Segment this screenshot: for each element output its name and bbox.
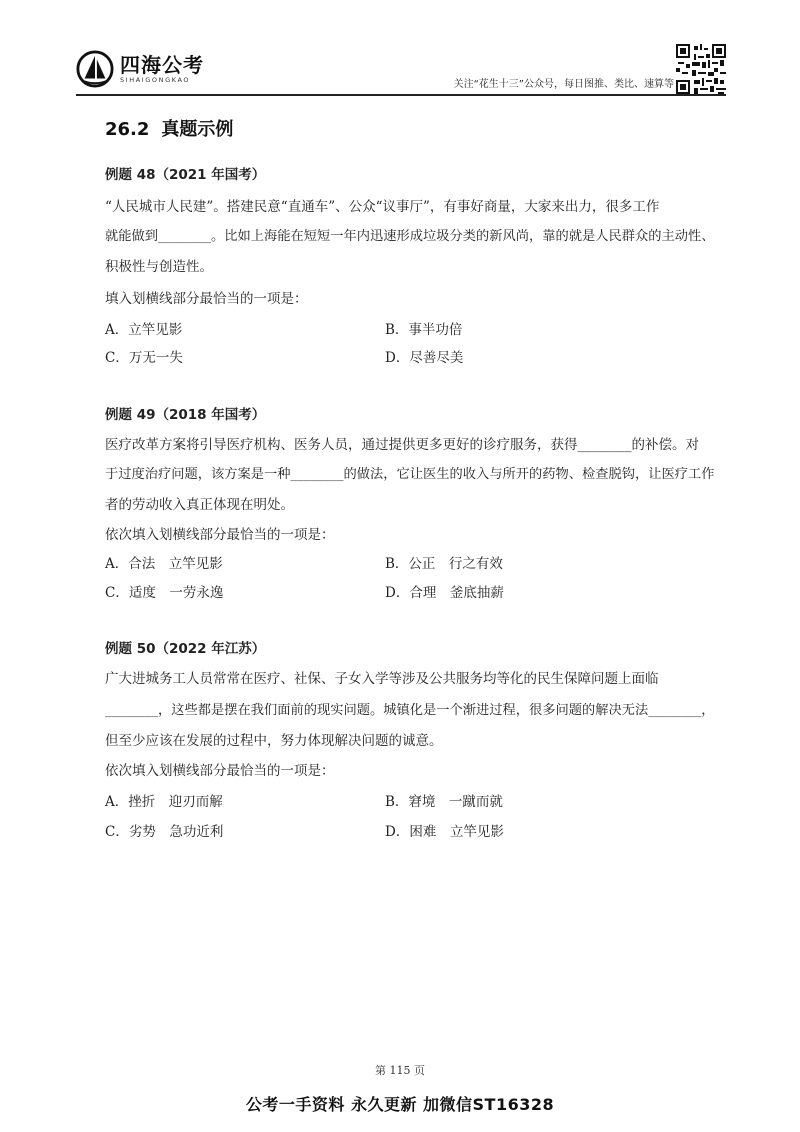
question-49-line-3: 者的劳动收入真正体现在明处。 — [105, 497, 294, 513]
question-49-line-1: 医疗改革方案将引导医疗机构、医务人员，通过提供更多更好的诊疗服务，获得________的补偿。对 — [105, 437, 699, 453]
question-50-option-b: B．窘境 一蹴而就 — [385, 794, 503, 810]
question-49-prompt: 依次填入划横线部分最恰当的一项是： — [105, 527, 335, 543]
question-49-heading: 例题 49（2018 年国考） — [105, 407, 266, 423]
question-48-line-1: “人民城市人民建”。搭建民意“直通车”、公众“议事厅”，有事好商量，大家来出力，很多工作 — [105, 199, 660, 215]
question-49-option-d: D．合理 釜底抽薪 — [385, 585, 504, 601]
brand-logo — [76, 50, 204, 88]
question-48-option-a: A．立竿见影 — [105, 322, 183, 338]
question-50-option-c: C．劣势 急功近利 — [105, 824, 224, 840]
header-note: 关注“花生十三”公众号，每日图推、类比、速算等 — [453, 79, 674, 90]
question-48-line-3: 积极性与创造性。 — [105, 259, 213, 275]
section-number: 26.2 — [105, 119, 150, 140]
question-50-line-1: 广大进城务工人员常常在医疗、社保、子女入学等涉及公共服务均等化的民生保障问题上面临 — [105, 671, 659, 687]
question-48-option-b: B．事半功倍 — [385, 322, 463, 338]
sailboat-logo-icon — [76, 50, 114, 88]
footer-banner: 公考一手资料 永久更新 加微信ST16328 — [245, 1095, 555, 1114]
header-divider — [76, 94, 726, 96]
question-48-heading: 例题 48（2021 年国考） — [105, 167, 266, 183]
question-48-line-2: 就能做到________。比如上海能在短短一年内迅速形成垃圾分类的新风尚，靠的就是人民群众的主动性、 — [105, 229, 715, 244]
logo-subname: SIHAIGONGKAO — [120, 75, 191, 84]
section-heading: 真题示例 — [161, 119, 234, 140]
page-number: 第 115 页 — [375, 1064, 425, 1077]
question-50-line-2: ________，这些都是摆在我们面前的现实问题。城镇化是一个渐进过程，很多问题的解决无法________， — [105, 703, 715, 718]
question-50-option-d: D．困难 立竿见影 — [385, 824, 504, 840]
qr-code-icon — [676, 44, 726, 94]
page-header — [0, 0, 800, 100]
logo-name: 四海公考 — [120, 52, 204, 77]
question-49-line-2: 于过度治疗问题，该方案是一种________的做法，它让医生的收入与所开的药物、检查脱钩，让医疗工作 — [105, 467, 715, 482]
question-48-option-c: C．万无一失 — [105, 350, 183, 366]
question-48-option-d: D．尽善尽美 — [385, 350, 464, 366]
question-50-prompt: 依次填入划横线部分最恰当的一项是： — [105, 763, 335, 779]
question-50-heading: 例题 50（2022 年江苏） — [105, 641, 266, 657]
question-50-option-a: A．挫折 迎刃而解 — [105, 794, 223, 810]
question-50-line-3: 但至少应该在发展的过程中，努力体现解决问题的诚意。 — [105, 733, 443, 749]
question-49-option-c: C．适度 一劳永逸 — [105, 585, 224, 601]
question-49-option-b: B．公正 行之有效 — [385, 556, 503, 572]
question-49-option-a: A．合法 立竿见影 — [105, 556, 223, 572]
question-48-prompt: 填入划横线部分最恰当的一项是： — [105, 291, 308, 307]
section-title — [105, 115, 233, 141]
